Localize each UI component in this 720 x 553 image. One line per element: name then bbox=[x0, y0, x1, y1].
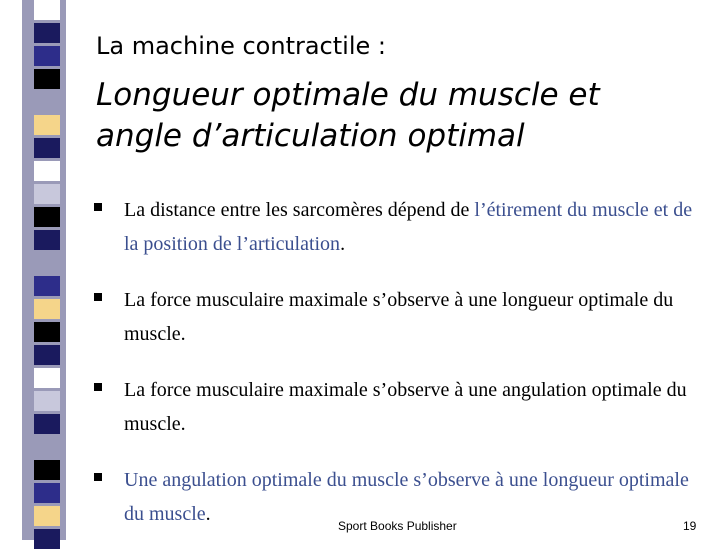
bullet-item bbox=[94, 373, 694, 441]
bullet-item bbox=[94, 283, 694, 351]
slide-title bbox=[96, 75, 696, 157]
decorative-stripe bbox=[34, 506, 60, 526]
bullet-square-icon bbox=[94, 383, 102, 391]
text-run: . bbox=[205, 503, 211, 525]
bullet-square-icon bbox=[94, 203, 102, 211]
decorative-stripe bbox=[34, 460, 60, 480]
highlighted-text: l’étirement du muscle et de la position de l’articulation bbox=[124, 199, 693, 255]
decorative-stripe bbox=[34, 483, 60, 503]
bullet-item bbox=[94, 193, 694, 261]
decorative-stripe bbox=[34, 115, 60, 135]
decorative-stripe bbox=[34, 368, 60, 388]
decorative-stripe bbox=[34, 322, 60, 342]
slide-title-line-1: Longueur optimale du muscle et bbox=[96, 77, 600, 113]
decorative-stripe bbox=[34, 391, 60, 411]
slide-subtitle: La machine contractile : bbox=[96, 32, 386, 60]
footer-publisher: Sport Books Publisher bbox=[338, 519, 457, 533]
decorative-stripe bbox=[34, 345, 60, 365]
decorative-stripe bbox=[34, 138, 60, 158]
bullet-list bbox=[94, 193, 697, 553]
decorative-stripe bbox=[34, 414, 60, 434]
decorative-stripe bbox=[34, 276, 60, 296]
highlighted-text: Une angulation optimale du muscle s’observe à une longueur optimale du muscle bbox=[124, 469, 689, 525]
bullet-text bbox=[124, 283, 694, 351]
text-run: La distance entre les sarcomères dépend de bbox=[124, 199, 475, 221]
text-run: . bbox=[340, 233, 346, 255]
decorative-stripe bbox=[34, 92, 60, 112]
decorative-stripe bbox=[34, 437, 60, 457]
bullet-square-icon bbox=[94, 293, 102, 301]
bullet-square-icon bbox=[94, 473, 102, 481]
decorative-stripe bbox=[34, 69, 60, 89]
decorative-stripe bbox=[34, 184, 60, 204]
page-number: 19 bbox=[683, 519, 697, 533]
decorative-stripe bbox=[34, 207, 60, 227]
bullet-text bbox=[124, 373, 694, 441]
decorative-stripe bbox=[34, 253, 60, 273]
decorative-stripe bbox=[34, 529, 60, 549]
decorative-stripe bbox=[34, 299, 60, 319]
text-run: La force musculaire maximale s’observe à une longueur optimale du muscle. bbox=[124, 289, 674, 345]
text-run: La force musculaire maximale s’observe à une angulation optimale du muscle. bbox=[124, 379, 687, 435]
decorative-stripe bbox=[34, 230, 60, 250]
decorative-stripe bbox=[34, 46, 60, 66]
slide-title-line-2: angle d’articulation optimal bbox=[96, 118, 525, 154]
decorative-stripe bbox=[34, 23, 60, 43]
decorative-stripe bbox=[34, 0, 60, 20]
bullet-text bbox=[124, 193, 694, 261]
decorative-stripe bbox=[34, 161, 60, 181]
